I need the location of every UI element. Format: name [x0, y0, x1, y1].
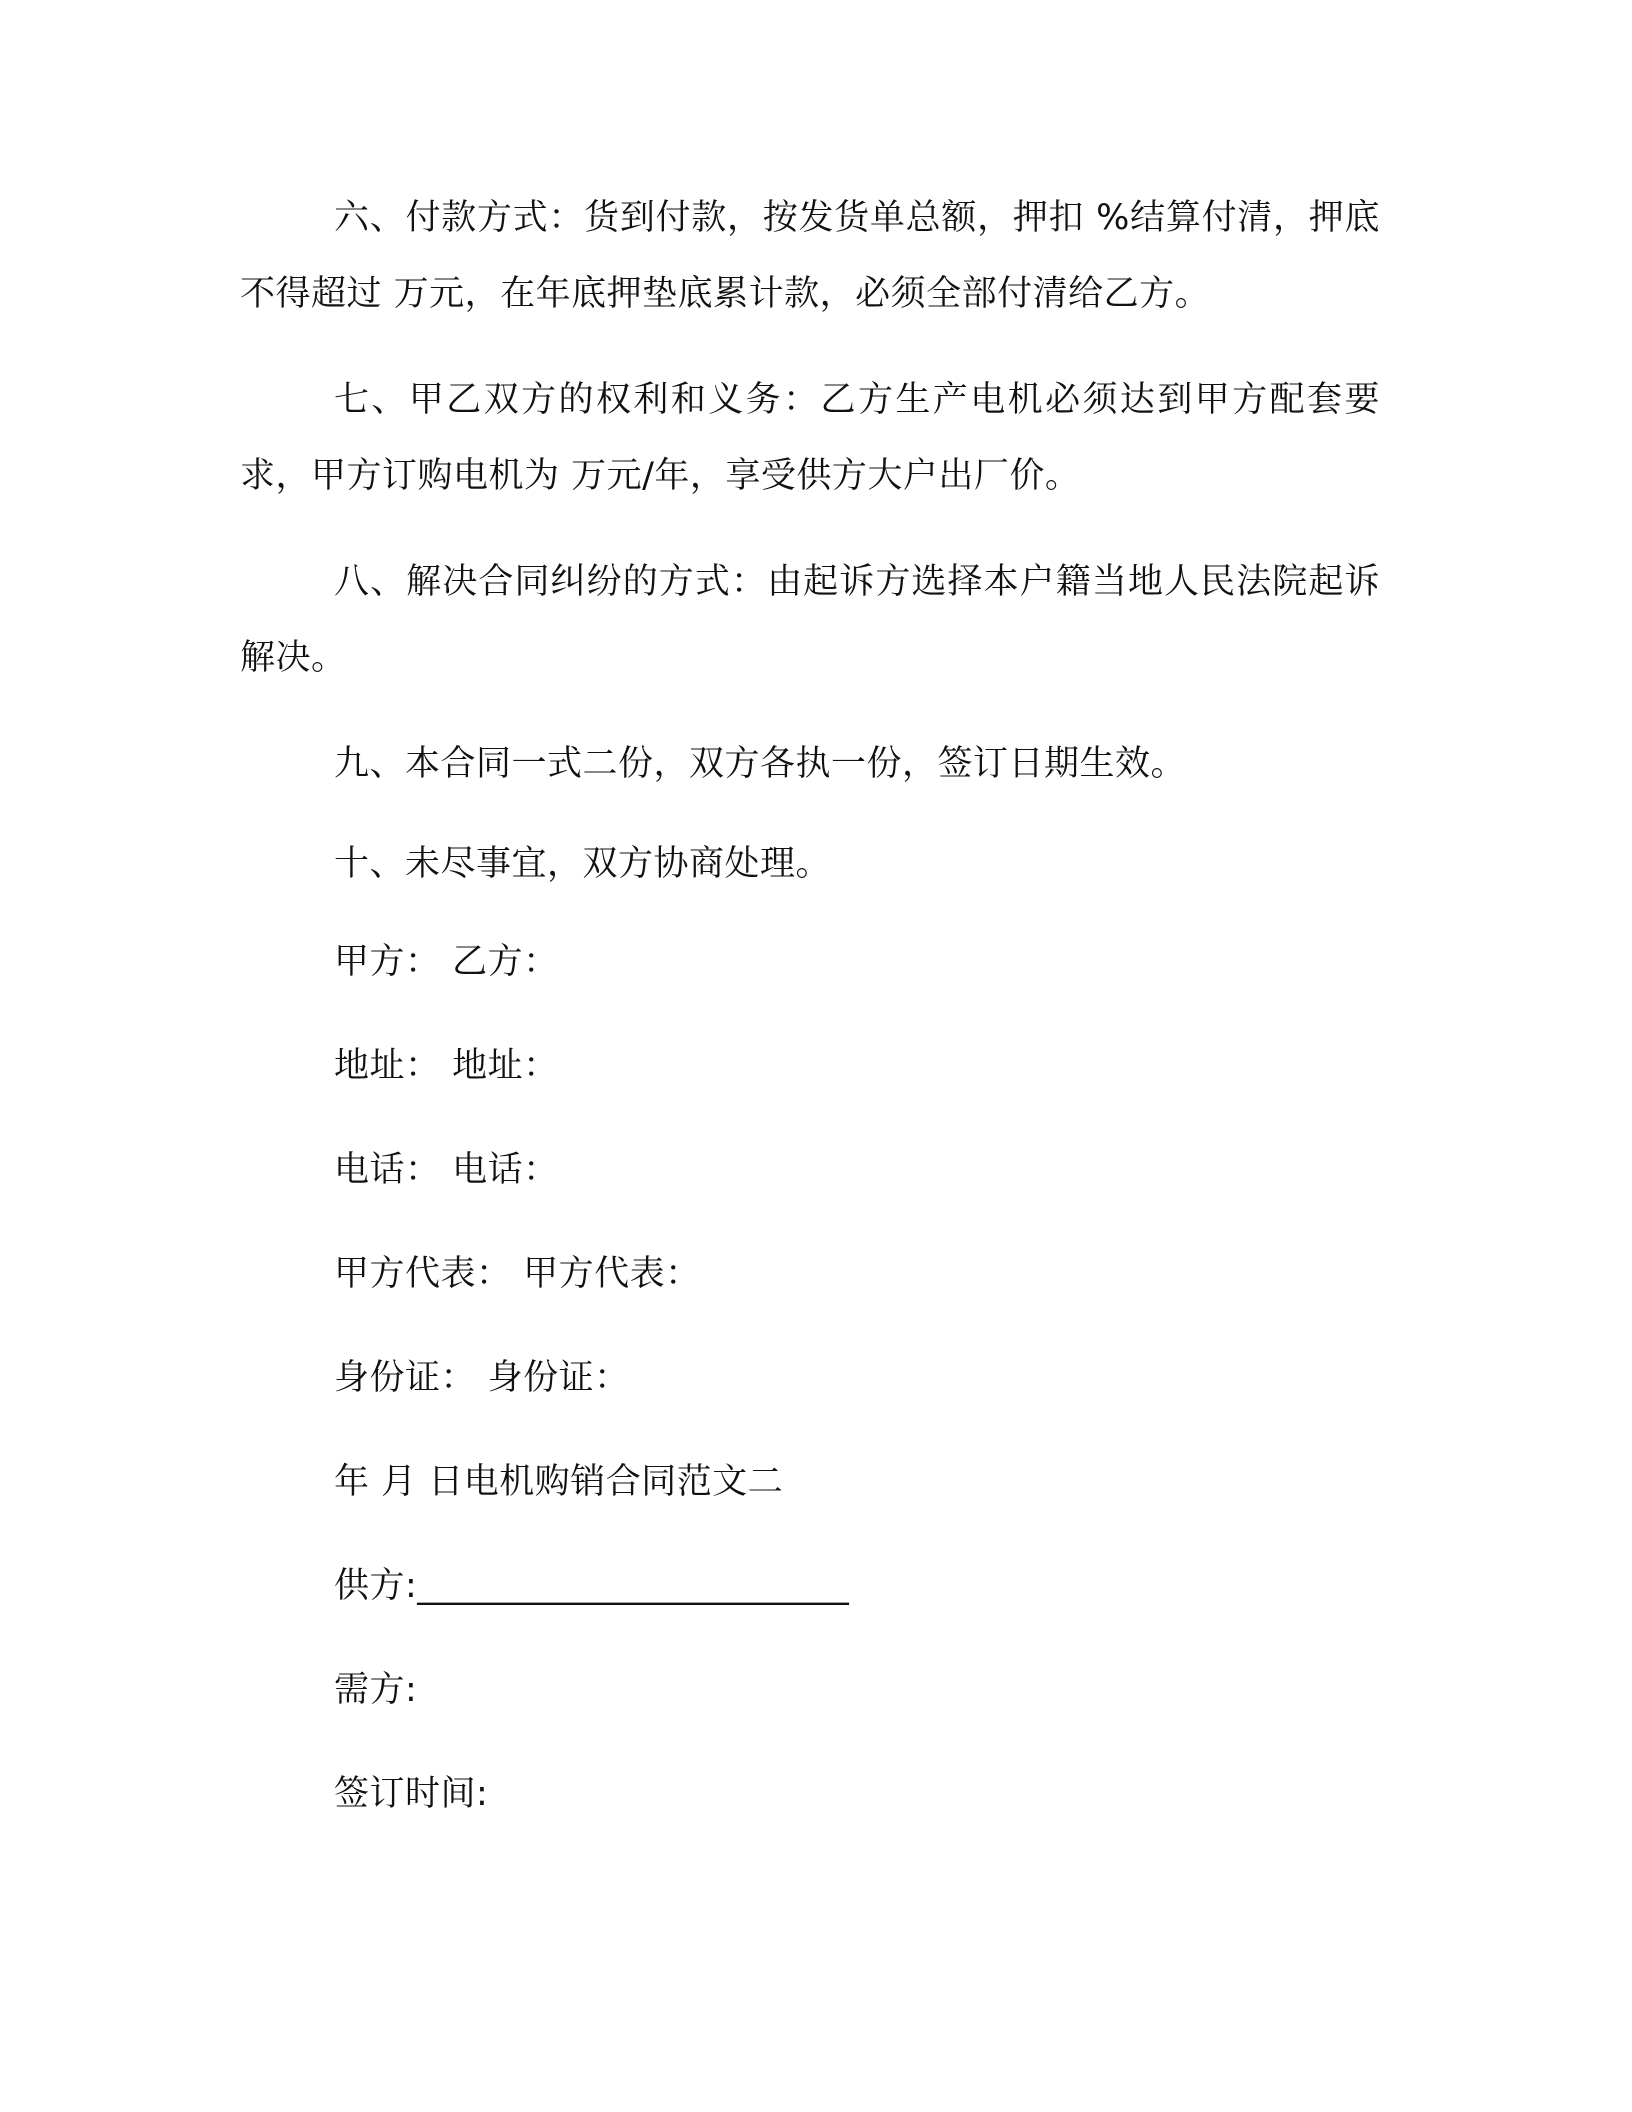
clause-9-copies: 九、本合同一式二份，双方各执一份，签订日期生效。: [334, 744, 1187, 784]
id-card-line: 身份证： 身份证：: [334, 1358, 630, 1398]
phone-line: 电话： 电话：: [334, 1150, 559, 1190]
representative-line: 甲方代表： 甲方代表：: [334, 1254, 701, 1294]
clause-6-payment: 六、付款方式：货到付款，按发货单总额，押扣 %结算付清，押底不得超过 万元，在年底押垫底累计款，必须全部付清给乙方。: [240, 198, 1380, 314]
clause-10-other-matters: 十、未尽事宜，双方协商处理。: [334, 844, 832, 884]
second-contract-title: 年 月 日电机购销合同范文二: [334, 1462, 784, 1502]
buyer-line: 需方:: [334, 1670, 418, 1710]
address-line: 地址： 地址：: [334, 1046, 559, 1086]
clause-8-dispute-resolution: 八、解决合同纠纷的方式：由起诉方选择本户籍当地人民法院起诉解决。: [240, 562, 1380, 678]
signing-time-line: 签订时间:: [334, 1774, 489, 1814]
clause-7-rights-obligations: 七、甲乙双方的权利和义务：乙方生产电机必须达到甲方配套要求，甲方订购电机为 万元/年，享受供方大户出厂价。: [240, 380, 1380, 496]
supplier-line: 供方:________________________: [334, 1566, 850, 1606]
party-line: 甲方： 乙方：: [334, 942, 559, 982]
